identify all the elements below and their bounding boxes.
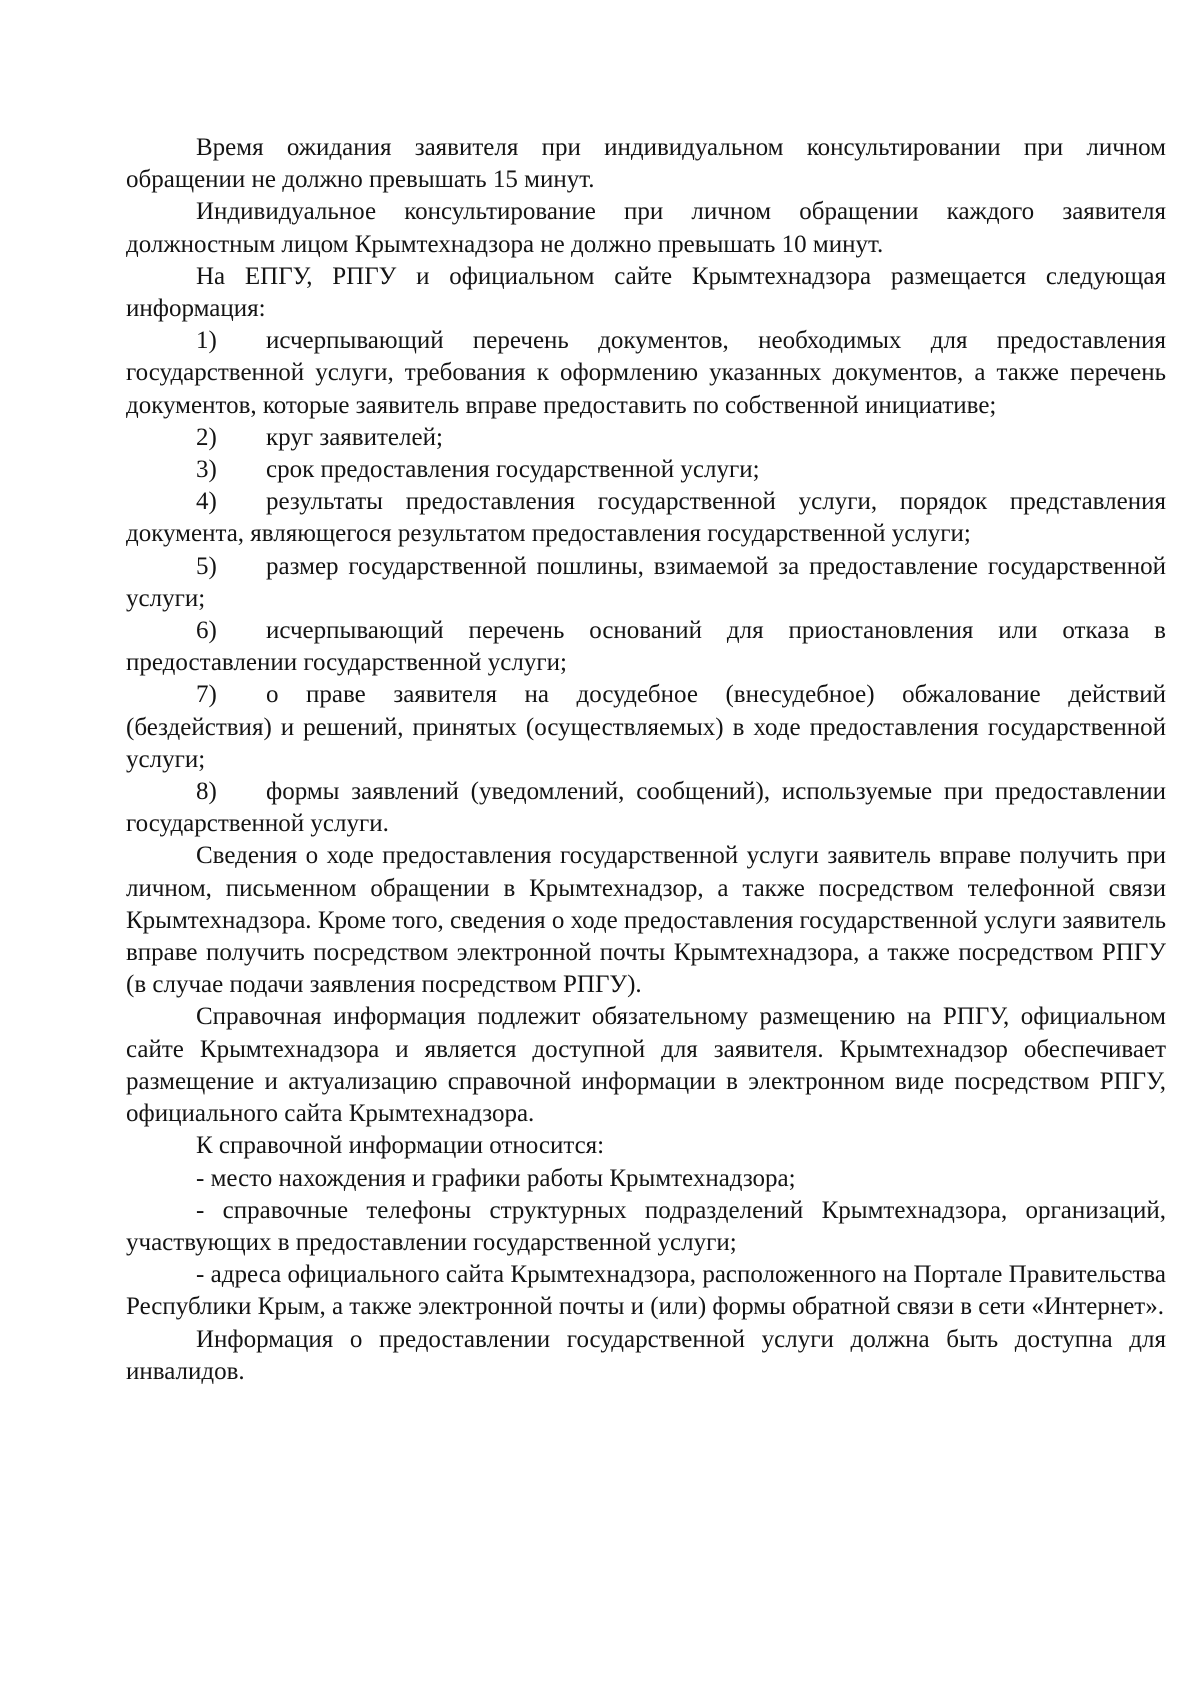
list-item-text: результаты предоставления государственной услуги, порядок представления документа, являющегося результатом предоставления государственной услуги;: [126, 488, 1166, 548]
list-item: [126, 486, 1166, 550]
list-item-text: о праве заявителя на досудебное (внесудебное) обжалование действий (бездействия) и решений, принятых (осуществляемых) в ходе предоставления государственной услуги;: [126, 681, 1166, 773]
list-item: [126, 422, 1166, 454]
list-item: [126, 454, 1166, 486]
list-item-number: 4): [196, 488, 217, 516]
list-item: [126, 615, 1166, 679]
paragraph-consultation-time: Индивидуальное консультирование при личном обращении каждого заявителя должностным лицом Крымтехнадзора не должно превышать 10 минут.: [126, 198, 1166, 258]
list-item-number: 2): [196, 423, 217, 451]
list-item: [126, 325, 1166, 422]
list-item-number: 6): [196, 617, 217, 645]
paragraph-reference-includes: К справочной информации относится:: [196, 1132, 605, 1160]
list-item-text: формы заявлений (уведомлений, сообщений), используемые при предоставлении государственной услуги.: [126, 778, 1166, 838]
list-item-number: 5): [196, 552, 217, 580]
dash-item: - место нахождения и графики работы Крымтехнадзора;: [196, 1164, 796, 1192]
list-item-number: 1): [196, 327, 217, 355]
paragraph-accessibility: Информация о предоставлении государственной услуги должна быть доступна для инвалидов.: [126, 1325, 1166, 1385]
list-item-number: 7): [196, 681, 217, 709]
list-item-text: размер государственной пошлины, взимаемой за предоставление государственной услуги;: [126, 552, 1166, 612]
document-page: [126, 132, 1166, 1388]
list-item-text: круг заявителей;: [266, 423, 443, 451]
paragraph-waiting-time: Время ожидания заявителя при индивидуальном консультировании при личном обращении не должно превышать 15 минут.: [126, 134, 1166, 194]
dash-item: - справочные телефоны структурных подразделений Крымтехнадзора, организаций, участвующих в предоставлении государственной услуги;: [126, 1196, 1166, 1256]
paragraph-reference-info: Справочная информация подлежит обязательному размещению на РПГУ, официальном сайте Крымтехнадзора и является доступной для заявителя. Крымтехнадзор обеспечивает размещение и актуализацию справочной информации в электронном виде посредством РПГУ, официального сайта Крымтехнадзора.: [126, 1003, 1166, 1128]
list-item-number: 8): [196, 778, 217, 806]
dash-item: - адреса официального сайта Крымтехнадзора, расположенного на Портале Правительства Республики Крым, а также электронной почты и (или) формы обратной связи в сети «Интернет».: [126, 1261, 1166, 1321]
list-item-text: срок предоставления государственной услуги;: [266, 456, 760, 484]
list-item: [126, 679, 1166, 776]
list-item-text: исчерпывающий перечень оснований для приостановления или отказа в предоставлении государственной услуги;: [126, 617, 1166, 677]
list-item-number: 3): [196, 456, 217, 484]
paragraph-published-info: На ЕПГУ, РПГУ и официальном сайте Крымтехнадзора размещается следующая информация:: [126, 262, 1166, 323]
list-item-text: исчерпывающий перечень документов, необходимых для предоставления государственной услуги, требования к оформлению указанных документов, а также перечень документов, которые заявитель вправе предоставить по собственной инициативе;: [126, 327, 1166, 419]
paragraph-progress-info: Сведения о ходе предоставления государственной услуги заявитель вправе получить при личном, письменном обращении в Крымтехнадзор, а также посредством телефонной связи Крымтехнадзора. Кроме того, сведения о ходе предоставления государственной услуги заявитель вправе получить посредством электронной почты Крымтехнадзора, а также посредством РПГУ (в случае подачи заявления посредством РПГУ).: [126, 842, 1166, 999]
list-item: [126, 776, 1166, 840]
list-item: [126, 551, 1166, 615]
